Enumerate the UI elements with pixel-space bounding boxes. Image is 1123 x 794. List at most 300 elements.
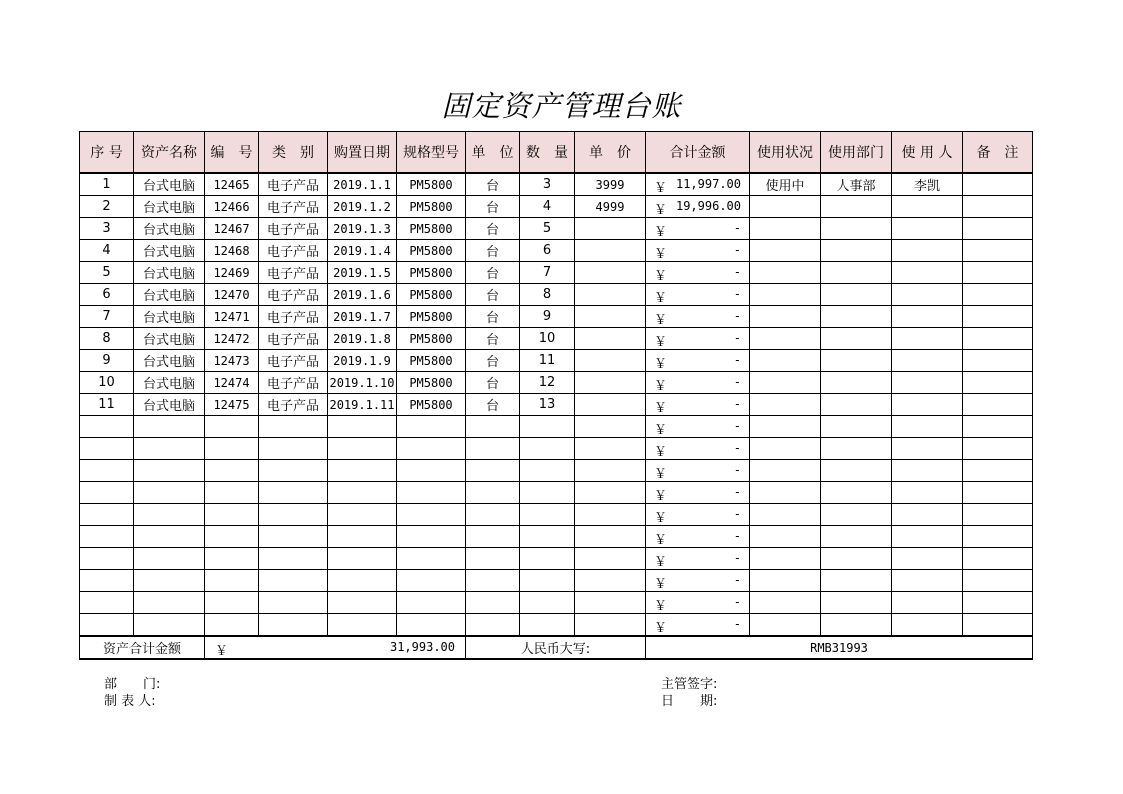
asset-code-cell[interactable]: 12474 bbox=[205, 372, 259, 394]
model-cell[interactable]: PM5800 bbox=[397, 240, 466, 262]
category-cell[interactable] bbox=[259, 416, 328, 438]
department-cell[interactable] bbox=[821, 372, 892, 394]
status-cell[interactable] bbox=[750, 394, 821, 416]
quantity-cell[interactable]: 10 bbox=[520, 328, 575, 350]
category-cell[interactable]: 电子产品 bbox=[259, 328, 328, 350]
category-cell[interactable]: 电子产品 bbox=[259, 240, 328, 262]
asset-code-cell[interactable] bbox=[205, 592, 259, 614]
model-cell[interactable]: PM5800 bbox=[397, 328, 466, 350]
user-cell[interactable] bbox=[892, 328, 963, 350]
user-cell[interactable] bbox=[892, 394, 963, 416]
model-cell[interactable]: PM5800 bbox=[397, 284, 466, 306]
purchase-date-cell[interactable] bbox=[328, 438, 397, 460]
quantity-cell[interactable]: 3 bbox=[520, 173, 575, 196]
department-cell[interactable] bbox=[821, 614, 892, 637]
user-cell[interactable] bbox=[892, 306, 963, 328]
status-cell[interactable] bbox=[750, 196, 821, 218]
unit-cell[interactable]: 台 bbox=[466, 328, 520, 350]
note-cell[interactable] bbox=[963, 218, 1033, 240]
model-cell[interactable] bbox=[397, 504, 466, 526]
purchase-date-cell[interactable] bbox=[328, 614, 397, 637]
asset-code-cell[interactable]: 12469 bbox=[205, 262, 259, 284]
total-amount-cell[interactable] bbox=[646, 460, 750, 482]
total-amount-cell[interactable] bbox=[646, 504, 750, 526]
total-amount-cell[interactable] bbox=[646, 284, 750, 306]
department-cell[interactable] bbox=[821, 350, 892, 372]
user-cell[interactable] bbox=[892, 438, 963, 460]
total-amount-cell[interactable] bbox=[646, 570, 750, 592]
asset-code-cell[interactable] bbox=[205, 526, 259, 548]
asset-name-cell[interactable] bbox=[134, 548, 205, 570]
quantity-cell[interactable]: 9 bbox=[520, 306, 575, 328]
status-cell[interactable] bbox=[750, 240, 821, 262]
asset-name-cell[interactable]: 台式电脑 bbox=[134, 372, 205, 394]
purchase-date-cell[interactable] bbox=[328, 460, 397, 482]
note-cell[interactable] bbox=[963, 328, 1033, 350]
purchase-date-cell[interactable] bbox=[328, 592, 397, 614]
category-cell[interactable]: 电子产品 bbox=[259, 306, 328, 328]
seq-cell[interactable] bbox=[80, 526, 134, 548]
note-cell[interactable] bbox=[963, 504, 1033, 526]
note-cell[interactable] bbox=[963, 372, 1033, 394]
unit-cell[interactable]: 台 bbox=[466, 218, 520, 240]
unit-price-cell[interactable] bbox=[575, 460, 646, 482]
department-cell[interactable] bbox=[821, 196, 892, 218]
unit-cell[interactable] bbox=[466, 570, 520, 592]
category-cell[interactable] bbox=[259, 548, 328, 570]
unit-price-cell[interactable] bbox=[575, 438, 646, 460]
asset-name-cell[interactable] bbox=[134, 482, 205, 504]
unit-price-cell[interactable] bbox=[575, 570, 646, 592]
note-cell[interactable] bbox=[963, 526, 1033, 548]
unit-cell[interactable]: 台 bbox=[466, 240, 520, 262]
asset-code-cell[interactable] bbox=[205, 504, 259, 526]
model-cell[interactable] bbox=[397, 592, 466, 614]
note-cell[interactable] bbox=[963, 306, 1033, 328]
model-cell[interactable] bbox=[397, 570, 466, 592]
asset-name-cell[interactable] bbox=[134, 416, 205, 438]
user-cell[interactable] bbox=[892, 482, 963, 504]
purchase-date-cell[interactable] bbox=[328, 548, 397, 570]
note-cell[interactable] bbox=[963, 482, 1033, 504]
status-cell[interactable] bbox=[750, 284, 821, 306]
user-cell[interactable] bbox=[892, 592, 963, 614]
header-cell: 单 价 bbox=[575, 132, 646, 174]
seq-cell[interactable]: 2 bbox=[80, 196, 134, 218]
note-cell[interactable] bbox=[963, 548, 1033, 570]
quantity-cell[interactable] bbox=[520, 548, 575, 570]
seq-cell[interactable] bbox=[80, 438, 134, 460]
asset-name-cell[interactable]: 台式电脑 bbox=[134, 394, 205, 416]
table-row bbox=[80, 218, 1033, 240]
category-cell[interactable]: 电子产品 bbox=[259, 262, 328, 284]
total-amount-cell[interactable] bbox=[646, 218, 750, 240]
model-cell[interactable] bbox=[397, 460, 466, 482]
purchase-date-cell[interactable]: 2019.1.7 bbox=[328, 306, 397, 328]
unit-cell[interactable]: 台 bbox=[466, 372, 520, 394]
model-cell[interactable] bbox=[397, 416, 466, 438]
user-cell[interactable] bbox=[892, 504, 963, 526]
status-cell[interactable] bbox=[750, 438, 821, 460]
seq-cell[interactable]: 9 bbox=[80, 350, 134, 372]
asset-code-cell[interactable] bbox=[205, 416, 259, 438]
department-cell[interactable] bbox=[821, 394, 892, 416]
status-cell[interactable] bbox=[750, 372, 821, 394]
department-cell[interactable] bbox=[821, 592, 892, 614]
department-cell[interactable] bbox=[821, 482, 892, 504]
status-cell[interactable] bbox=[750, 592, 821, 614]
seq-cell[interactable] bbox=[80, 504, 134, 526]
asset-name-cell[interactable]: 台式电脑 bbox=[134, 173, 205, 196]
unit-cell[interactable] bbox=[466, 592, 520, 614]
category-cell[interactable] bbox=[259, 526, 328, 548]
note-cell[interactable] bbox=[963, 173, 1033, 196]
department-cell[interactable] bbox=[821, 240, 892, 262]
asset-name-cell[interactable]: 台式电脑 bbox=[134, 218, 205, 240]
purchase-date-cell[interactable]: 2019.1.9 bbox=[328, 350, 397, 372]
asset-code-cell[interactable]: 12468 bbox=[205, 240, 259, 262]
status-cell[interactable] bbox=[750, 416, 821, 438]
status-cell[interactable] bbox=[750, 328, 821, 350]
status-cell[interactable]: 使用中 bbox=[750, 173, 821, 196]
category-cell[interactable] bbox=[259, 438, 328, 460]
total-amount-cell[interactable] bbox=[646, 416, 750, 438]
note-cell[interactable] bbox=[963, 240, 1033, 262]
status-cell[interactable] bbox=[750, 218, 821, 240]
status-cell[interactable] bbox=[750, 306, 821, 328]
purchase-date-cell[interactable]: 2019.1.4 bbox=[328, 240, 397, 262]
total-amount-cell[interactable] bbox=[646, 306, 750, 328]
quantity-cell[interactable]: 11 bbox=[520, 350, 575, 372]
category-cell[interactable]: 电子产品 bbox=[259, 173, 328, 196]
department-cell[interactable] bbox=[821, 548, 892, 570]
status-cell[interactable] bbox=[750, 614, 821, 637]
purchase-date-cell[interactable]: 2019.1.2 bbox=[328, 196, 397, 218]
note-cell[interactable] bbox=[963, 614, 1033, 637]
purchase-date-cell[interactable]: 2019.1.3 bbox=[328, 218, 397, 240]
asset-name-cell[interactable] bbox=[134, 504, 205, 526]
asset-name-cell[interactable] bbox=[134, 460, 205, 482]
category-cell[interactable] bbox=[259, 614, 328, 637]
unit-price-cell[interactable] bbox=[575, 218, 646, 240]
note-cell[interactable] bbox=[963, 262, 1033, 284]
note-cell[interactable] bbox=[963, 196, 1033, 218]
table-row bbox=[80, 350, 1033, 372]
seq-cell[interactable]: 10 bbox=[80, 372, 134, 394]
purchase-date-cell[interactable]: 2019.1.5 bbox=[328, 262, 397, 284]
category-cell[interactable]: 电子产品 bbox=[259, 196, 328, 218]
asset-code-cell[interactable] bbox=[205, 438, 259, 460]
seq-cell[interactable]: 7 bbox=[80, 306, 134, 328]
model-cell[interactable]: PM5800 bbox=[397, 196, 466, 218]
department-cell[interactable]: 人事部 bbox=[821, 173, 892, 196]
seq-cell[interactable] bbox=[80, 570, 134, 592]
quantity-cell[interactable]: 8 bbox=[520, 284, 575, 306]
unit-cell[interactable]: 台 bbox=[466, 262, 520, 284]
unit-cell[interactable]: 台 bbox=[466, 394, 520, 416]
department-cell[interactable] bbox=[821, 460, 892, 482]
asset-name-cell[interactable]: 台式电脑 bbox=[134, 196, 205, 218]
unit-price-cell[interactable] bbox=[575, 548, 646, 570]
category-cell[interactable] bbox=[259, 504, 328, 526]
asset-code-cell[interactable]: 12466 bbox=[205, 196, 259, 218]
note-cell[interactable] bbox=[963, 284, 1033, 306]
asset-code-cell[interactable]: 12470 bbox=[205, 284, 259, 306]
header-row bbox=[80, 132, 1033, 174]
seq-cell[interactable]: 8 bbox=[80, 328, 134, 350]
total-amount-cell[interactable] bbox=[646, 328, 750, 350]
user-cell[interactable] bbox=[892, 526, 963, 548]
unit-price-cell[interactable] bbox=[575, 284, 646, 306]
asset-code-cell[interactable]: 12472 bbox=[205, 328, 259, 350]
asset-code-cell[interactable] bbox=[205, 614, 259, 637]
department-cell[interactable] bbox=[821, 438, 892, 460]
asset-code-cell[interactable] bbox=[205, 482, 259, 504]
unit-price-cell[interactable] bbox=[575, 240, 646, 262]
model-cell[interactable]: PM5800 bbox=[397, 218, 466, 240]
unit-price-cell[interactable] bbox=[575, 592, 646, 614]
category-cell[interactable] bbox=[259, 570, 328, 592]
quantity-cell[interactable] bbox=[520, 416, 575, 438]
unit-cell[interactable]: 台 bbox=[466, 284, 520, 306]
user-cell[interactable] bbox=[892, 548, 963, 570]
purchase-date-cell[interactable] bbox=[328, 570, 397, 592]
asset-name-cell[interactable] bbox=[134, 526, 205, 548]
seq-cell[interactable]: 6 bbox=[80, 284, 134, 306]
unit-price-cell[interactable] bbox=[575, 614, 646, 637]
total-amount-cell[interactable] bbox=[646, 173, 750, 196]
status-cell[interactable] bbox=[750, 504, 821, 526]
seq-cell[interactable] bbox=[80, 592, 134, 614]
asset-code-cell[interactable]: 12475 bbox=[205, 394, 259, 416]
user-cell[interactable] bbox=[892, 570, 963, 592]
seq-cell[interactable]: 11 bbox=[80, 394, 134, 416]
status-cell[interactable] bbox=[750, 526, 821, 548]
asset-name-cell[interactable]: 台式电脑 bbox=[134, 284, 205, 306]
quantity-cell[interactable]: 5 bbox=[520, 218, 575, 240]
department-cell[interactable] bbox=[821, 504, 892, 526]
model-cell[interactable] bbox=[397, 548, 466, 570]
unit-cell[interactable] bbox=[466, 504, 520, 526]
unit-price-cell[interactable] bbox=[575, 328, 646, 350]
asset-code-cell[interactable]: 12473 bbox=[205, 350, 259, 372]
purchase-date-cell[interactable] bbox=[328, 504, 397, 526]
unit-price-cell[interactable] bbox=[575, 262, 646, 284]
total-amount-cell[interactable] bbox=[646, 438, 750, 460]
asset-name-cell[interactable] bbox=[134, 438, 205, 460]
unit-price-cell[interactable] bbox=[575, 394, 646, 416]
seq-cell[interactable]: 4 bbox=[80, 240, 134, 262]
quantity-cell[interactable] bbox=[520, 460, 575, 482]
department-cell[interactable] bbox=[821, 306, 892, 328]
unit-price-cell[interactable] bbox=[575, 306, 646, 328]
unit-price-cell[interactable] bbox=[575, 372, 646, 394]
asset-name-cell[interactable] bbox=[134, 592, 205, 614]
model-cell[interactable]: PM5800 bbox=[397, 262, 466, 284]
status-cell[interactable] bbox=[750, 482, 821, 504]
unit-cell[interactable] bbox=[466, 416, 520, 438]
note-cell[interactable] bbox=[963, 416, 1033, 438]
category-cell[interactable] bbox=[259, 482, 328, 504]
user-cell[interactable] bbox=[892, 460, 963, 482]
user-cell[interactable] bbox=[892, 240, 963, 262]
total-amount-cell[interactable] bbox=[646, 196, 750, 218]
user-cell[interactable] bbox=[892, 262, 963, 284]
category-cell[interactable]: 电子产品 bbox=[259, 394, 328, 416]
unit-cell[interactable] bbox=[466, 548, 520, 570]
asset-name-cell[interactable]: 台式电脑 bbox=[134, 328, 205, 350]
user-cell[interactable] bbox=[892, 350, 963, 372]
unit-price-cell[interactable] bbox=[575, 504, 646, 526]
category-cell[interactable]: 电子产品 bbox=[259, 284, 328, 306]
purchase-date-cell[interactable]: 2019.1.8 bbox=[328, 328, 397, 350]
unit-price-cell[interactable] bbox=[575, 416, 646, 438]
quantity-cell[interactable] bbox=[520, 504, 575, 526]
asset-code-cell[interactable]: 12471 bbox=[205, 306, 259, 328]
category-cell[interactable]: 电子产品 bbox=[259, 372, 328, 394]
quantity-cell[interactable]: 4 bbox=[520, 196, 575, 218]
unit-cell[interactable] bbox=[466, 438, 520, 460]
quantity-cell[interactable] bbox=[520, 570, 575, 592]
seq-cell[interactable]: 3 bbox=[80, 218, 134, 240]
model-cell[interactable] bbox=[397, 438, 466, 460]
total-amount-cell[interactable] bbox=[646, 526, 750, 548]
department-cell[interactable] bbox=[821, 284, 892, 306]
note-cell[interactable] bbox=[963, 438, 1033, 460]
quantity-cell[interactable] bbox=[520, 526, 575, 548]
unit-cell[interactable]: 台 bbox=[466, 350, 520, 372]
purchase-date-cell[interactable]: 2019.1.11 bbox=[328, 394, 397, 416]
purchase-date-cell[interactable] bbox=[328, 482, 397, 504]
asset-name-cell[interactable]: 台式电脑 bbox=[134, 262, 205, 284]
model-cell[interactable] bbox=[397, 482, 466, 504]
department-cell[interactable] bbox=[821, 328, 892, 350]
total-amount-cell[interactable] bbox=[646, 350, 750, 372]
category-cell[interactable]: 电子产品 bbox=[259, 350, 328, 372]
unit-cell[interactable]: 台 bbox=[466, 196, 520, 218]
user-cell[interactable] bbox=[892, 416, 963, 438]
unit-cell[interactable] bbox=[466, 482, 520, 504]
model-cell[interactable]: PM5800 bbox=[397, 306, 466, 328]
unit-cell[interactable]: 台 bbox=[466, 306, 520, 328]
unit-price-cell[interactable] bbox=[575, 350, 646, 372]
purchase-date-cell[interactable]: 2019.1.1 bbox=[328, 173, 397, 196]
unit-cell[interactable] bbox=[466, 614, 520, 637]
purchase-date-cell[interactable]: 2019.1.6 bbox=[328, 284, 397, 306]
user-cell[interactable] bbox=[892, 614, 963, 637]
asset-name-cell[interactable] bbox=[134, 614, 205, 637]
status-cell[interactable] bbox=[750, 548, 821, 570]
purchase-date-cell[interactable] bbox=[328, 416, 397, 438]
user-cell[interactable] bbox=[892, 218, 963, 240]
category-cell[interactable] bbox=[259, 592, 328, 614]
total-amount-cell[interactable] bbox=[646, 262, 750, 284]
quantity-cell[interactable] bbox=[520, 482, 575, 504]
status-cell[interactable] bbox=[750, 570, 821, 592]
asset-name-cell[interactable] bbox=[134, 570, 205, 592]
total-amount-cell[interactable] bbox=[646, 240, 750, 262]
unit-price-cell[interactable]: 3999 bbox=[575, 173, 646, 196]
user-cell[interactable]: 李凯 bbox=[892, 173, 963, 196]
asset-code-cell[interactable]: 12465 bbox=[205, 173, 259, 196]
unit-cell[interactable] bbox=[466, 526, 520, 548]
user-cell[interactable] bbox=[892, 196, 963, 218]
note-cell[interactable] bbox=[963, 592, 1033, 614]
department-cell[interactable] bbox=[821, 570, 892, 592]
note-cell[interactable] bbox=[963, 394, 1033, 416]
user-cell[interactable] bbox=[892, 284, 963, 306]
quantity-cell[interactable] bbox=[520, 592, 575, 614]
unit-price-cell[interactable]: 4999 bbox=[575, 196, 646, 218]
seq-cell[interactable] bbox=[80, 548, 134, 570]
seq-cell[interactable] bbox=[80, 416, 134, 438]
total-amount-cell[interactable] bbox=[646, 592, 750, 614]
seq-cell[interactable] bbox=[80, 460, 134, 482]
model-cell[interactable] bbox=[397, 526, 466, 548]
department-cell[interactable] bbox=[821, 526, 892, 548]
category-cell[interactable] bbox=[259, 460, 328, 482]
unit-price-cell[interactable] bbox=[575, 482, 646, 504]
seq-cell[interactable]: 1 bbox=[80, 173, 134, 196]
unit-cell[interactable]: 台 bbox=[466, 173, 520, 196]
total-amount-cell[interactable] bbox=[646, 614, 750, 637]
department-cell[interactable] bbox=[821, 416, 892, 438]
status-cell[interactable] bbox=[750, 350, 821, 372]
category-cell[interactable]: 电子产品 bbox=[259, 218, 328, 240]
quantity-cell[interactable]: 7 bbox=[520, 262, 575, 284]
asset-name-cell[interactable]: 台式电脑 bbox=[134, 306, 205, 328]
quantity-cell[interactable]: 13 bbox=[520, 394, 575, 416]
asset-name-cell[interactable]: 台式电脑 bbox=[134, 350, 205, 372]
seq-cell[interactable] bbox=[80, 482, 134, 504]
department-cell[interactable] bbox=[821, 218, 892, 240]
asset-code-cell[interactable] bbox=[205, 570, 259, 592]
status-cell[interactable] bbox=[750, 262, 821, 284]
asset-code-cell[interactable] bbox=[205, 548, 259, 570]
total-amount-cell[interactable] bbox=[646, 548, 750, 570]
rmb-value: RMB31993 bbox=[646, 636, 1033, 659]
total-amount-cell[interactable] bbox=[646, 394, 750, 416]
asset-code-cell[interactable] bbox=[205, 460, 259, 482]
status-cell[interactable] bbox=[750, 460, 821, 482]
quantity-cell[interactable] bbox=[520, 438, 575, 460]
asset-name-cell[interactable]: 台式电脑 bbox=[134, 240, 205, 262]
unit-price-cell[interactable] bbox=[575, 526, 646, 548]
department-cell[interactable] bbox=[821, 262, 892, 284]
user-cell[interactable] bbox=[892, 372, 963, 394]
purchase-date-cell[interactable] bbox=[328, 526, 397, 548]
model-cell[interactable]: PM5800 bbox=[397, 394, 466, 416]
note-cell[interactable] bbox=[963, 570, 1033, 592]
seq-cell[interactable]: 5 bbox=[80, 262, 134, 284]
total-amount-cell[interactable] bbox=[646, 372, 750, 394]
quantity-cell[interactable]: 6 bbox=[520, 240, 575, 262]
model-cell[interactable]: PM5800 bbox=[397, 372, 466, 394]
model-cell[interactable] bbox=[397, 614, 466, 637]
unit-cell[interactable] bbox=[466, 460, 520, 482]
quantity-cell[interactable] bbox=[520, 614, 575, 637]
model-cell[interactable]: PM5800 bbox=[397, 173, 466, 196]
amount-value: - bbox=[733, 463, 741, 477]
note-cell[interactable] bbox=[963, 460, 1033, 482]
model-cell[interactable]: PM5800 bbox=[397, 350, 466, 372]
quantity-cell[interactable]: 12 bbox=[520, 372, 575, 394]
asset-code-cell[interactable]: 12467 bbox=[205, 218, 259, 240]
purchase-date-cell[interactable]: 2019.1.10 bbox=[328, 372, 397, 394]
total-amount-cell[interactable] bbox=[646, 482, 750, 504]
note-cell[interactable] bbox=[963, 350, 1033, 372]
seq-cell[interactable] bbox=[80, 614, 134, 637]
